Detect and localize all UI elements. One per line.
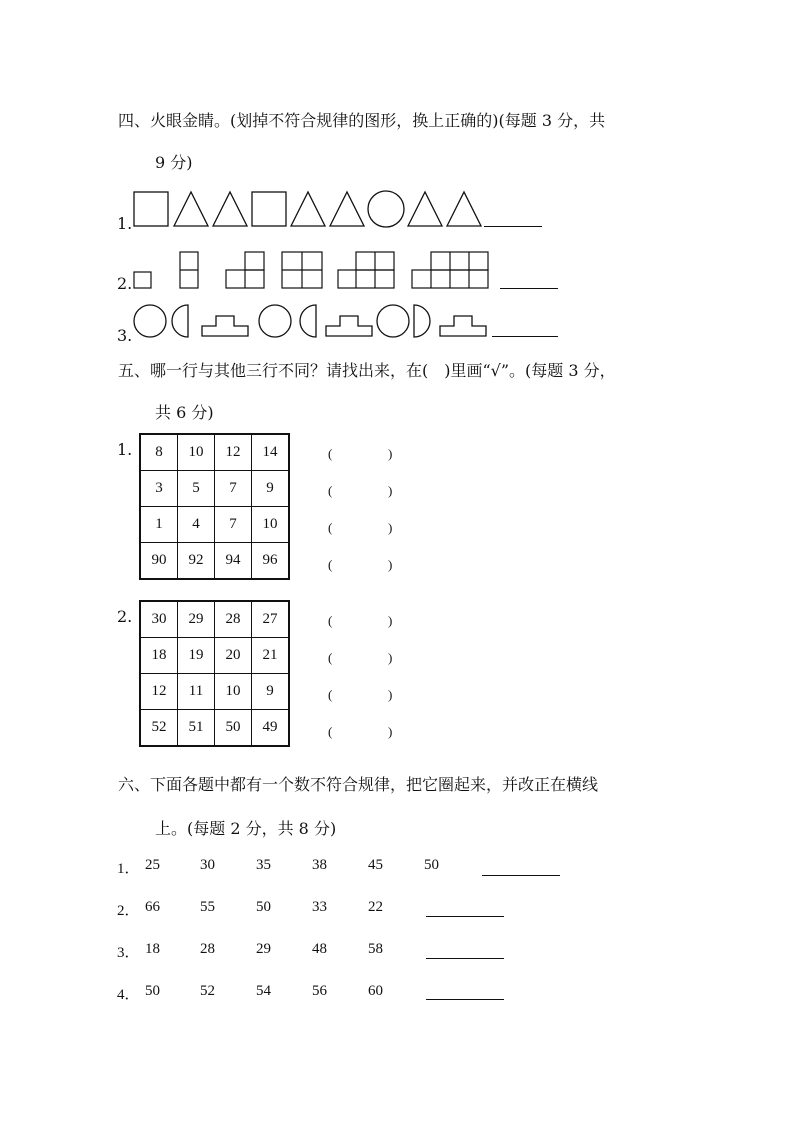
grid-cell: 21 xyxy=(252,638,290,674)
q4-2-grid-sequence xyxy=(130,248,500,292)
q6-1-answer-blank[interactable] xyxy=(482,875,560,876)
grid-cell: 96 xyxy=(252,543,290,580)
q6-1-number[interactable]: 38 xyxy=(312,857,327,873)
grid-shape-2 xyxy=(180,252,198,288)
q6-1-number[interactable]: 35 xyxy=(256,857,271,873)
q6-3-number[interactable]: 28 xyxy=(200,941,215,957)
q6-2-answer-blank[interactable] xyxy=(426,916,504,917)
q6-3-label: 3． xyxy=(117,945,140,961)
q6-3-number[interactable]: 48 xyxy=(312,941,327,957)
q6-4-answer-blank[interactable] xyxy=(426,999,504,1000)
q6-4-number[interactable]: 52 xyxy=(200,983,215,999)
q6-3-answer-blank[interactable] xyxy=(426,958,504,959)
grid-row xyxy=(140,471,289,507)
q6-2-number[interactable]: 50 xyxy=(256,899,271,915)
q5-1-label: 1. xyxy=(117,440,133,459)
q6-4-number[interactable]: 60 xyxy=(368,983,383,999)
circle-shape xyxy=(377,305,409,337)
square-shape xyxy=(134,192,168,226)
grid-cell: 29 xyxy=(178,601,215,638)
grid-cell: 30 xyxy=(140,601,178,638)
grid-shape-5 xyxy=(338,252,394,288)
grid-cell: 10 xyxy=(215,674,252,710)
section6-title-line2: 上。(每题 2 分，共 8 分) xyxy=(155,819,337,838)
q6-1-number[interactable]: 45 xyxy=(368,857,383,873)
q6-2-number[interactable]: 22 xyxy=(368,899,383,915)
grid-row xyxy=(140,543,289,580)
q6-2-label: 2． xyxy=(117,903,140,919)
q5-2-label: 2. xyxy=(117,607,133,626)
grid-shape-6 xyxy=(412,252,488,288)
grid-cell: 3 xyxy=(140,471,178,507)
grid-cell: 28 xyxy=(215,601,252,638)
q5-1-number-grid xyxy=(139,433,290,580)
grid-cell: 20 xyxy=(215,638,252,674)
grid-cell: 94 xyxy=(215,543,252,580)
grid-row xyxy=(140,507,289,543)
q4-3-label: 3. xyxy=(117,326,133,345)
square-shape xyxy=(252,192,286,226)
grid-cell: 7 xyxy=(215,507,252,543)
grid-cell: 11 xyxy=(178,674,215,710)
q4-1-answer-blank[interactable] xyxy=(484,226,542,227)
grid-row xyxy=(140,710,289,747)
grid-cell: 49 xyxy=(252,710,290,747)
t-block-shape xyxy=(440,316,486,336)
q6-1-number[interactable]: 50 xyxy=(424,857,439,873)
q6-3-number[interactable]: 29 xyxy=(256,941,271,957)
q6-2-number[interactable]: 33 xyxy=(312,899,327,915)
q6-2-number[interactable]: 55 xyxy=(200,899,215,915)
grid-cell: 5 xyxy=(178,471,215,507)
half-circle-shape xyxy=(414,305,430,337)
grid-row xyxy=(140,674,289,710)
q6-2-number[interactable]: 66 xyxy=(145,899,160,915)
grid-cell: 51 xyxy=(178,710,215,747)
q6-1-label: 1． xyxy=(117,861,140,877)
grid-shape-1 xyxy=(134,272,151,288)
q6-4-number[interactable]: 50 xyxy=(145,983,160,999)
q4-2-answer-blank[interactable] xyxy=(500,288,558,289)
grid-cell: 27 xyxy=(252,601,290,638)
triangle-shape xyxy=(330,192,364,226)
grid-cell: 9 xyxy=(252,471,290,507)
triangle-shape xyxy=(291,192,325,226)
grid-cell: 12 xyxy=(215,434,252,471)
triangle-shape xyxy=(447,192,481,226)
grid-cell: 90 xyxy=(140,543,178,580)
half-circle-shape xyxy=(300,305,316,337)
q4-3-shape-sequence xyxy=(130,300,500,342)
q6-1-number[interactable]: 25 xyxy=(145,857,160,873)
grid-cell: 10 xyxy=(178,434,215,471)
triangle-shape xyxy=(408,192,442,226)
half-circle-shape xyxy=(172,305,188,337)
q6-4-label: 4． xyxy=(117,987,140,1003)
grid-cell: 8 xyxy=(140,434,178,471)
grid-row xyxy=(140,638,289,674)
q4-1-label: 1. xyxy=(117,214,133,233)
grid-shape-3 xyxy=(226,252,264,288)
grid-cell: 14 xyxy=(252,434,290,471)
section4-title-line1: 四、火眼金睛。(划掉不符合规律的图形，换上正确的)(每题 3 分，共 xyxy=(118,111,606,130)
grid-cell: 50 xyxy=(215,710,252,747)
circle-shape xyxy=(368,191,404,227)
grid-shape-4 xyxy=(282,252,322,288)
grid-cell: 1 xyxy=(140,507,178,543)
grid-cell: 19 xyxy=(178,638,215,674)
q6-3-number[interactable]: 58 xyxy=(368,941,383,957)
circle-shape xyxy=(134,305,166,337)
grid-cell: 4 xyxy=(178,507,215,543)
t-block-shape xyxy=(202,316,248,336)
triangle-shape xyxy=(174,192,208,226)
grid-cell: 9 xyxy=(252,674,290,710)
grid-cell: 7 xyxy=(215,471,252,507)
grid-row xyxy=(140,601,289,638)
grid-cell: 52 xyxy=(140,710,178,747)
triangle-shape xyxy=(213,192,247,226)
section5-title-line1: 五、哪一行与其他三行不同？请找出来，在( )里画“√”。(每题 3 分， xyxy=(118,361,616,380)
grid-cell: 18 xyxy=(140,638,178,674)
q6-3-number[interactable]: 18 xyxy=(145,941,160,957)
q4-3-answer-blank[interactable] xyxy=(492,336,558,337)
section5-title-line2: 共 6 分) xyxy=(155,403,214,422)
section4-title-line2: 9 分) xyxy=(155,153,193,172)
t-block-shape xyxy=(326,316,372,336)
circle-shape xyxy=(259,305,291,337)
grid-row xyxy=(140,434,289,471)
grid-cell: 92 xyxy=(178,543,215,580)
section6-title-line1: 六、下面各题中都有一个数不符合规律，把它圈起来，并改正在横线 xyxy=(118,775,599,794)
grid-cell: 12 xyxy=(140,674,178,710)
q6-1-number[interactable]: 30 xyxy=(200,857,215,873)
q6-4-number[interactable]: 56 xyxy=(312,983,327,999)
q6-4-number[interactable]: 54 xyxy=(256,983,271,999)
grid-cell: 10 xyxy=(252,507,290,543)
q4-2-label: 2. xyxy=(117,274,133,293)
q5-2-number-grid xyxy=(139,600,290,747)
